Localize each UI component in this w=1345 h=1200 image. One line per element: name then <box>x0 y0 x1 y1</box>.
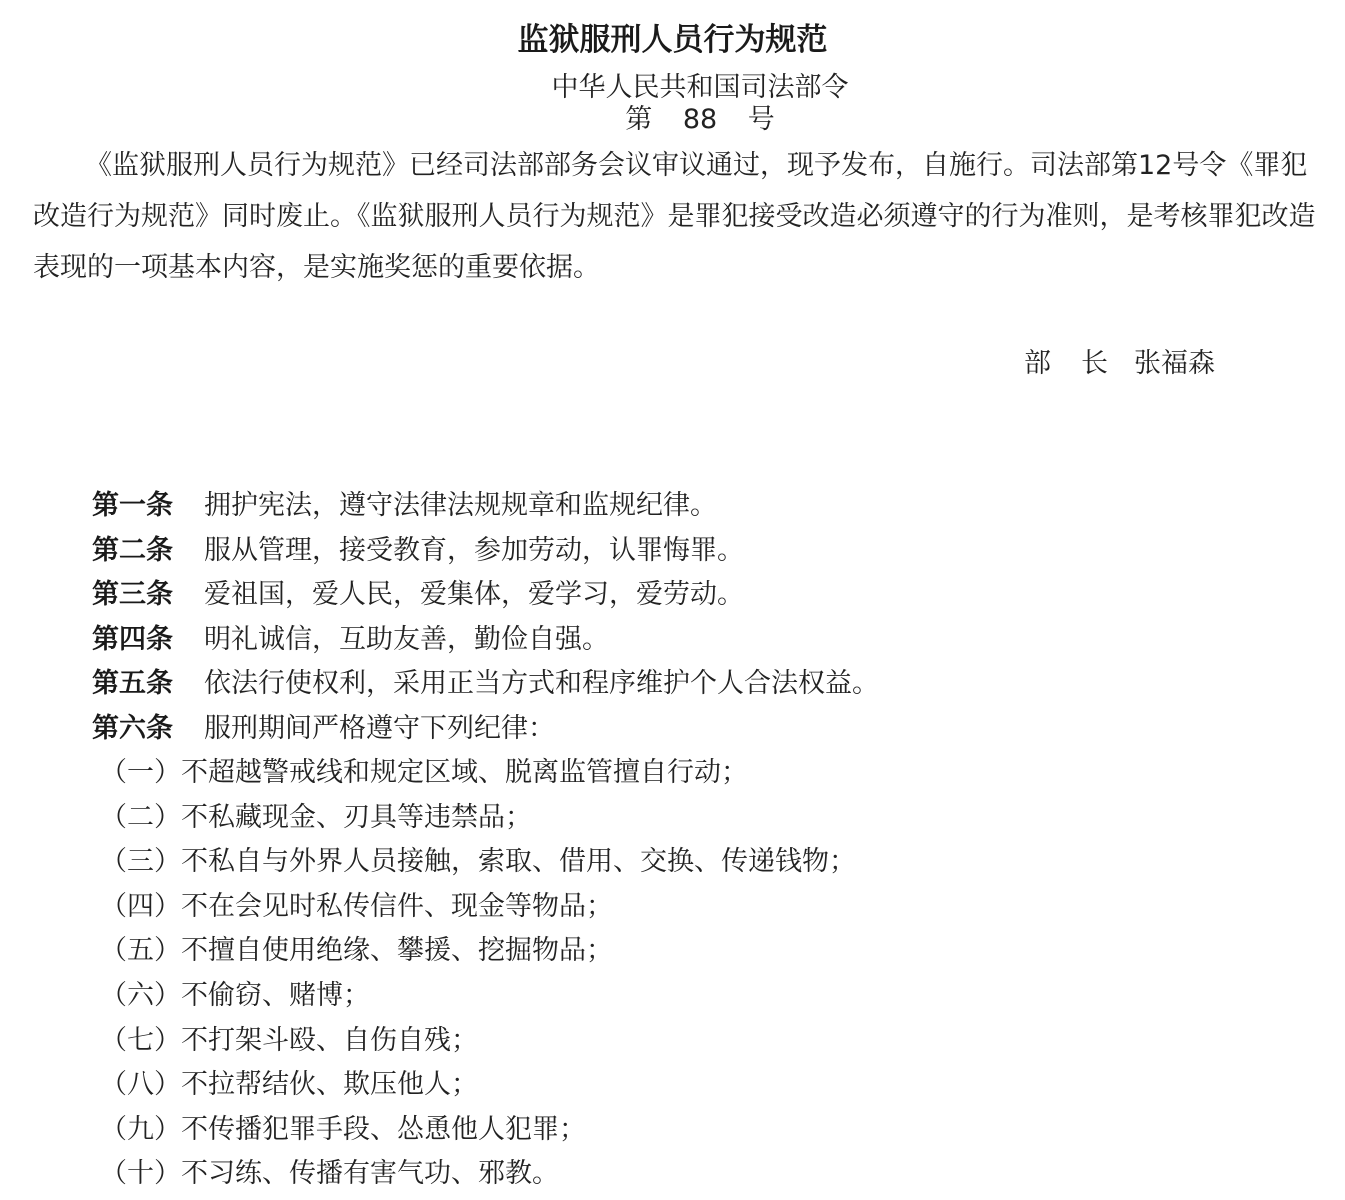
discipline-clause: （九）不传播犯罪手段、怂恿他人犯罪； <box>100 1113 586 1145</box>
article-number: 第三条 <box>92 579 173 611</box>
document-title: 监狱服刑人员行为规范 <box>517 22 828 58</box>
article-item <box>92 707 879 752</box>
article-item <box>92 529 879 574</box>
article-item <box>92 618 879 663</box>
article-text: 拥护宪法，遵守法律法规规章和监规纪律。 <box>204 490 717 521</box>
discipline-clause: （十）不习练、传播有害气功、邪教。 <box>100 1158 559 1190</box>
article-number: 第六条 <box>92 712 173 744</box>
signature <box>1024 344 1215 384</box>
discipline-clause-list <box>100 751 856 1197</box>
signature-role: 部长 <box>1024 348 1138 379</box>
article-item <box>92 484 879 529</box>
article-text: 依法行使权利，采用正当方式和程序维护个人合法权益。 <box>204 668 879 700</box>
article-number: 第五条 <box>92 668 173 700</box>
article-text: 爱祖国，爱人民，爱集体，爱学习，爱劳动。 <box>204 579 744 611</box>
discipline-clause: （七）不打架斗殴、自伤自残； <box>100 1024 478 1056</box>
article-number: 第一条 <box>92 490 173 521</box>
preamble-paragraph: 《监狱服刑人员行为规范》已经司法部部务会议审议通过，现予发布，自施行。司法部第12号令《罪犯改造行为规范》同时废止。《监狱服刑人员行为规范》是罪犯接受改造必须遵守的行为准则，是考核罪犯改造表现的一项基本内容，是实施奖惩的重要依据。 <box>33 150 1316 283</box>
article-item <box>92 662 879 707</box>
discipline-clause: （一）不超越警戒线和规定区域、脱离监管擅自行动； <box>100 757 748 788</box>
decree-number: 第 88 号 <box>625 104 775 135</box>
article-text: 服从管理，接受教育，参加劳动，认罪悔罪。 <box>204 534 744 566</box>
discipline-clause: （八）不拉帮结伙、欺压他人； <box>100 1069 478 1101</box>
discipline-clause: （六）不偷窃、赌博； <box>100 979 370 1011</box>
article-number: 第四条 <box>92 623 173 655</box>
article-number: 第二条 <box>92 534 173 566</box>
discipline-clause: （五）不擅自使用绝缘、攀援、挖掘物品； <box>100 935 613 967</box>
article-item <box>92 573 879 618</box>
article-text: 明礼诚信，互助友善，勤俭自强。 <box>204 623 609 655</box>
discipline-clause: （二）不私藏现金、刃具等违禁品； <box>100 801 532 833</box>
decree-issuer: 中华人民共和国司法部令 <box>551 72 849 103</box>
signature-name: 张福森 <box>1134 348 1215 379</box>
discipline-clause: （四）不在会见时私传信件、现金等物品； <box>100 890 613 922</box>
discipline-clause: （三）不私自与外界人员接触，索取、借用、交换、传递钱物； <box>100 846 856 878</box>
article-list <box>92 484 879 752</box>
article-text: 服刑期间严格遵守下列纪律： <box>204 712 555 744</box>
